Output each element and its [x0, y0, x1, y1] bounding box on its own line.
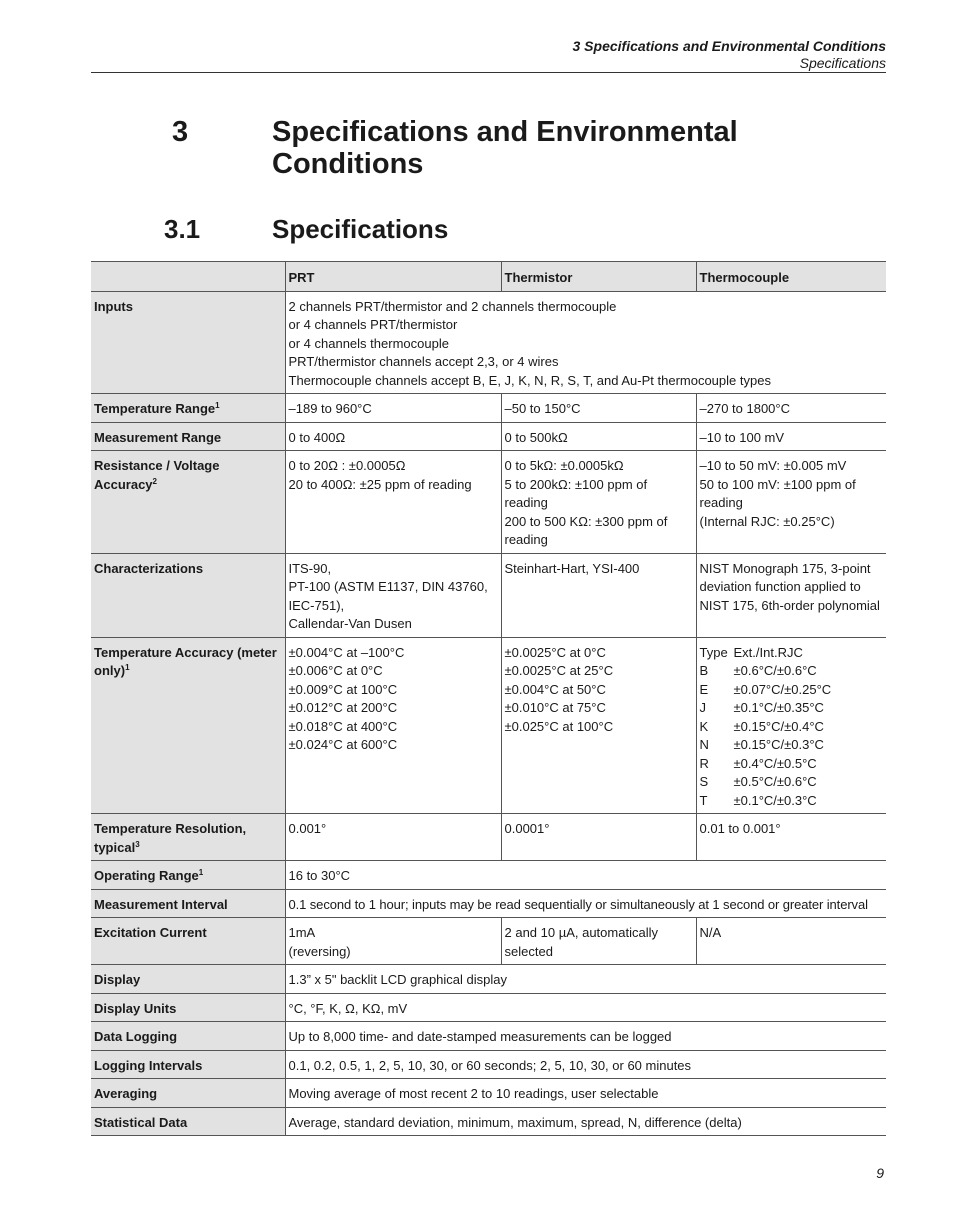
- inputs-line: Thermocouple channels accept B, E, J, K, N, R, S, T, and Au-Pt thermocouple types: [288, 372, 771, 388]
- thermocouple-cell: –10 to 100 mV: [696, 422, 886, 451]
- column-header-thermocouple: Thermocouple: [696, 262, 886, 292]
- row-label: Display: [91, 965, 285, 994]
- prt-cell: 0 to 400Ω: [285, 422, 501, 451]
- column-header-thermistor: Thermistor: [501, 262, 696, 292]
- value-cell: 0.1 second to 1 hour; inputs may be read sequentially or simultaneously at 1 second or greater interval: [285, 889, 886, 918]
- section-number: 3.1: [164, 214, 201, 244]
- row-label: Characterizations: [91, 553, 285, 637]
- value-cell: 0.1, 0.2, 0.5, 1, 2, 5, 10, 30, or 60 seconds; 2, 5, 10, 30, or 60 minutes: [285, 1050, 886, 1079]
- thermocouple-cell: –270 to 1800°C: [696, 394, 886, 423]
- table-row-temperature-resolution: [91, 814, 886, 861]
- inputs-cell: [285, 291, 886, 394]
- thermistor-cell: Steinhart-Hart, YSI-400: [501, 553, 696, 637]
- table-row-temperature-accuracy: [91, 637, 886, 814]
- row-label: Temperature Range$^1$: [91, 394, 285, 423]
- prt-cell: 0 to 20Ω : ±0.0005Ω 20 to 400Ω: ±25 ppm of reading: [285, 451, 501, 554]
- row-label: Resistance / Voltage Accuracy$^2$: [91, 451, 285, 554]
- thermistor-cell: –50 to 150°C: [501, 394, 696, 423]
- row-label: Temperature Resolution, typical$^3$: [91, 814, 285, 861]
- table-row-statistical-data: [91, 1107, 886, 1136]
- inputs-line: or 4 channels PRT/thermistor: [288, 317, 458, 332]
- row-label: Inputs: [91, 291, 285, 394]
- section-title: Specifications: [272, 214, 449, 244]
- row-label: Statistical Data: [91, 1107, 285, 1136]
- table-row-operating-range: [91, 861, 886, 890]
- prt-cell: –189 to 960°C: [285, 394, 501, 423]
- table-row-data-logging: [91, 1022, 886, 1051]
- row-label: Averaging: [91, 1079, 285, 1108]
- value-cell: 16 to 30°C: [285, 861, 886, 890]
- chapter-title: Specifications and Environmental Conditions: [272, 116, 738, 180]
- table-row-display-units: [91, 993, 886, 1022]
- value-cell: Up to 8,000 time- and date-stamped measurements can be logged: [285, 1022, 886, 1051]
- table-row-measurement-interval: [91, 889, 886, 918]
- table-row-inputs: [91, 291, 886, 394]
- prt-cell: ITS-90, PT-100 (ASTM E1137, DIN 43760, IEC-751), Callendar-Van Dusen: [285, 553, 501, 637]
- table-row-display: [91, 965, 886, 994]
- table-row-resistance-accuracy: [91, 451, 886, 554]
- table-row-logging-intervals: [91, 1050, 886, 1079]
- table-row-averaging: [91, 1079, 886, 1108]
- page-number: 9: [876, 1165, 884, 1181]
- specifications-table: [91, 261, 886, 1136]
- row-label: Temperature Accuracy (meter only)$^1$: [91, 637, 285, 814]
- prt-cell: ±0.004°C at –100°C ±0.006°C at 0°C ±0.009°C at 100°C ±0.012°C at 200°C ±0.018°C at 400°C ±0.024°C at 600°C: [285, 637, 501, 814]
- footnote-ref: 1: [125, 663, 130, 672]
- table-row-temperature-range: [91, 394, 886, 423]
- column-header-prt: PRT: [285, 262, 501, 292]
- header-rule: [91, 72, 886, 73]
- inputs-line: or 4 channels thermocouple: [288, 335, 449, 351]
- thermocouple-accuracy-list: Type Ext./Int.RJC B ±0.6°C/±0.6°C E ±0.07°C/±0.25°C J ±0.1°C/±0.35°C K ±0.15°C/±0.4°C N ±0.15°C/±0.3°C R ±0.4°C/±0.5°C S ±0.5°C/±0.6°C T ±0.1°C/±0.3°C: [699, 644, 832, 808]
- table-header-row: [91, 262, 886, 292]
- row-label: Operating Range$^1$: [91, 861, 285, 890]
- footnote-ref: 1: [198, 868, 204, 877]
- prt-cell: 0.001°: [285, 814, 501, 861]
- chapter-number: 3: [172, 116, 189, 148]
- thermistor-cell: ±0.0025°C at 0°C ±0.0025°C at 25°C ±0.004°C at 50°C ±0.010°C at 75°C ±0.025°C at 100°C: [501, 637, 696, 814]
- running-header-chapter: 3 Specifications and Environmental Conditions: [572, 38, 886, 54]
- table-row-measurement-range: [91, 422, 886, 451]
- thermistor-cell: 2 and 10 µA, automatically selected: [501, 918, 696, 965]
- table-row-excitation-current: [91, 918, 886, 965]
- row-label: Measurement Range: [91, 422, 285, 451]
- row-label: Measurement Interval: [91, 889, 285, 918]
- table-row-characterizations: [91, 553, 886, 637]
- footnote-ref: 1: [215, 401, 220, 410]
- footnote-ref: 3: [135, 839, 140, 849]
- header-blank-cell: [91, 262, 285, 292]
- inputs-line: PRT/thermistor channels accept 2,3, or 4 wires: [288, 354, 559, 369]
- value-cell: Moving average of most recent 2 to 10 readings, user selectable: [285, 1079, 886, 1108]
- row-label: Logging Intervals: [91, 1050, 285, 1079]
- value-cell: °C, °F, K, Ω, KΩ, mV: [285, 993, 886, 1022]
- thermistor-cell: 0.0001°: [501, 814, 696, 861]
- thermocouple-cell: NIST Monograph 175, 3-point deviation function applied to NIST 175, 6th-order polynomial: [696, 553, 886, 637]
- thermocouple-cell: –10 to 50 mV: ±0.005 mV 50 to 100 mV: ±100 ppm of reading (Internal RJC: ±0.25°C): [696, 451, 886, 554]
- row-label: Data Logging: [91, 1022, 285, 1051]
- row-label: Excitation Current: [91, 918, 285, 965]
- value-cell: 1.3” x 5" backlit LCD graphical display: [285, 965, 886, 994]
- running-header: [573, 38, 887, 72]
- footnote-ref: 2: [152, 476, 157, 486]
- thermocouple-cell: [696, 637, 886, 814]
- row-label: Display Units: [91, 993, 285, 1022]
- thermistor-cell: 0 to 500kΩ: [501, 422, 696, 451]
- inputs-line: 2 channels PRT/thermistor and 2 channels thermocouple: [288, 298, 617, 314]
- thermocouple-cell: N/A: [696, 918, 886, 965]
- prt-cell: 1mA (reversing): [285, 918, 501, 965]
- value-cell: Average, standard deviation, minimum, maximum, spread, N, difference (delta): [285, 1107, 886, 1136]
- running-header-section: Specifications: [799, 55, 886, 71]
- thermistor-cell: 0 to 5kΩ: ±0.0005kΩ 5 to 200kΩ: ±100 ppm of reading 200 to 500 KΩ: ±300 ppm of reading: [501, 451, 696, 554]
- thermocouple-cell: 0.01 to 0.001°: [696, 814, 886, 861]
